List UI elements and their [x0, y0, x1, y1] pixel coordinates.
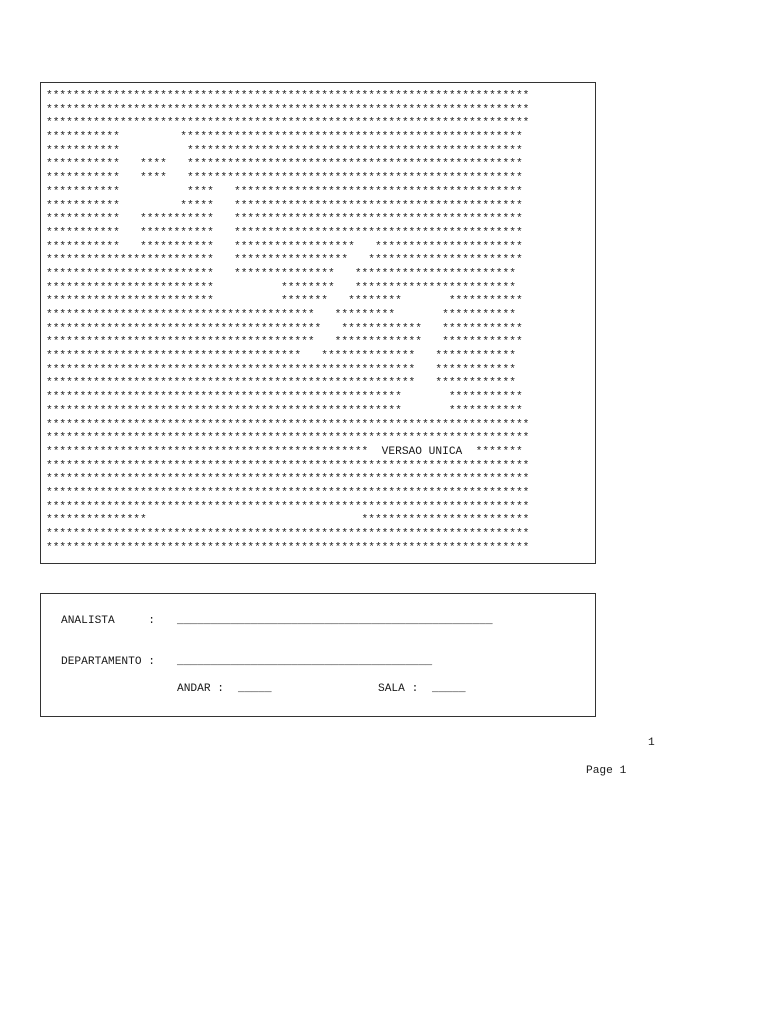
andar-label: ANDAR :	[177, 683, 224, 695]
banner-line: ************************************************************************	[46, 103, 530, 116]
banner-line: ************************************************************************	[46, 432, 530, 445]
banner-line: ************************* ******** ************************	[46, 281, 516, 294]
departamento-input-line: ______________________________________	[177, 656, 433, 668]
banner-line: *********** *********** *******************************************	[46, 213, 523, 226]
banner-line: ************************************************ VERSAO UNICA *******	[46, 445, 523, 458]
departamento-label: DEPARTAMENTO :	[61, 656, 155, 668]
banner-line: ************************* *************** ************************	[46, 267, 516, 280]
banner-line: ************************************************************************	[46, 541, 530, 554]
form-box	[40, 593, 596, 717]
sala-input-line: _____	[432, 683, 466, 695]
banner-line: ************************************************************************	[46, 90, 530, 102]
banner-line: *************** *************************	[46, 514, 530, 527]
banner-line: ***************************************************** ***********	[46, 391, 523, 404]
banner-line: ************************* ***************** ***********************	[46, 254, 523, 267]
banner-line: ************************************************************************	[46, 500, 530, 513]
banner-line: **************************************** ********* ***********	[46, 309, 516, 321]
banner-line: ******************************************************* ************	[46, 377, 516, 390]
banner-line: **************************************** ************* ************	[46, 336, 523, 349]
banner-line: ******************************************************* ************	[46, 363, 516, 376]
analista-input-line: _______________________________________________	[177, 615, 493, 627]
andar-input-line: _____	[238, 683, 272, 695]
banner-line: *********** **************************************************	[46, 144, 523, 157]
banner-line: *********** **** *******************************************	[46, 185, 523, 198]
banner-line: *********** ***** *******************************************	[46, 199, 523, 212]
banner-line: ************************************************************************	[46, 486, 530, 499]
banner-box	[40, 82, 596, 564]
sala-label: SALA :	[378, 683, 419, 695]
banner-line: *********** **** **************************************************	[46, 172, 523, 185]
banner-line: *********** *********** ****************** **********************	[46, 240, 523, 253]
banner-line: ************************************************************************	[46, 473, 530, 486]
banner-ascii-art	[46, 90, 529, 555]
banner-line: ************************************** ************** ************	[46, 350, 516, 363]
banner-line: ************************* ******* ******** ***********	[46, 295, 523, 308]
analista-label: ANALISTA :	[61, 615, 155, 627]
banner-line: ***************************************************** ***********	[46, 404, 523, 417]
page-number: 1	[648, 737, 655, 749]
banner-line: *********** **** **************************************************	[46, 158, 523, 171]
banner-line: ***************************************** ************ ************	[46, 322, 523, 335]
banner-line: *********** *********** *******************************************	[46, 226, 523, 239]
banner-line: ************************************************************************	[46, 528, 530, 540]
banner-line: ************************************************************************	[46, 459, 530, 472]
page-label: Page 1	[586, 765, 627, 777]
banner-line: ************************************************************************	[46, 418, 530, 431]
banner-line: *********** ***************************************************	[46, 131, 523, 144]
banner-line: ************************************************************************	[46, 117, 530, 130]
